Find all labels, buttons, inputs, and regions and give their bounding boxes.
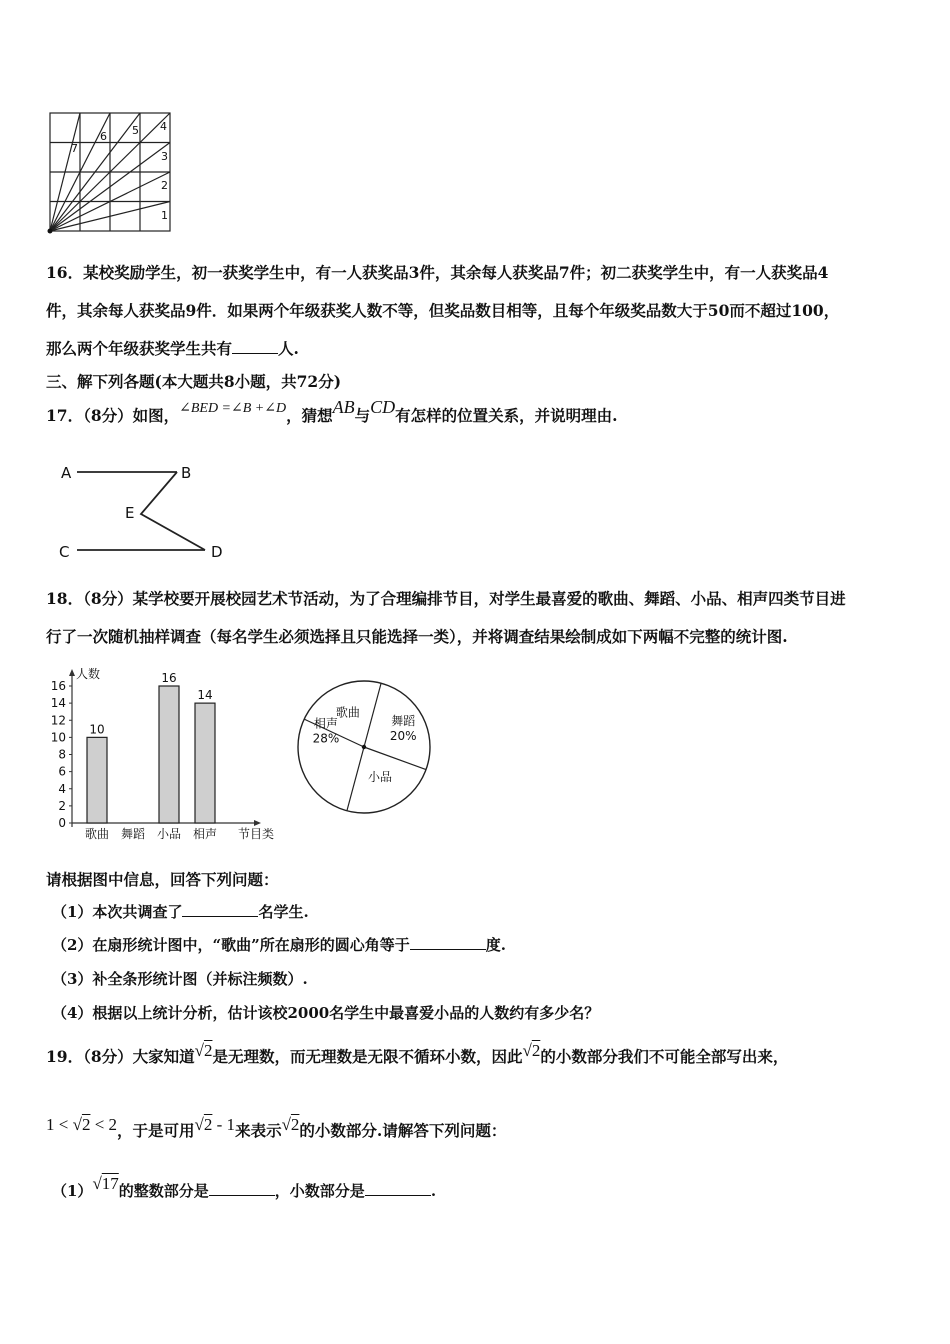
x-axis-arrow xyxy=(254,820,261,826)
q19-sub-1-text: 的整数部分是 xyxy=(118,1182,209,1200)
q19-mid-2: ，于是可用 xyxy=(117,1121,195,1140)
q19-sub-1-end: . xyxy=(430,1182,437,1200)
sqrt-17-expression: √17 xyxy=(92,1174,119,1193)
sqrt-2-expression: √2 xyxy=(194,1041,213,1060)
q16-line-3-end: 人. xyxy=(278,339,299,358)
q19-sub-1-text-2: ，小数部分是 xyxy=(274,1182,365,1200)
y-tick-label: 6 xyxy=(58,764,66,779)
q18-sub-1-blank[interactable] xyxy=(182,902,258,917)
q19-suffix-2: 的小数部分.请解答下列问题： xyxy=(299,1121,507,1140)
sqrt-2-radicand: 2 xyxy=(203,1115,213,1134)
sqrt-2-expression: √2 xyxy=(522,1041,541,1060)
fan-label: 7 xyxy=(71,142,78,155)
q16-line-1: 16．某校奖励学生，初一获奖学生中，有一人获奖品3件，其余每人获奖品7件；初二获奖学生中，有一人获奖品4 xyxy=(46,263,829,282)
point-label-d: D xyxy=(211,543,223,561)
inequality-left: 1 < xyxy=(46,1115,69,1134)
y-tick-label: 14 xyxy=(50,696,66,711)
point-label-e: E xyxy=(125,504,135,522)
q19-mid-1: 是无理数，而无理数是无限不循环小数，因此 xyxy=(212,1047,523,1066)
pie-slice-label: 相声 xyxy=(313,716,338,731)
q18-sub-2-end: 度. xyxy=(485,936,506,954)
bar-data-label: 14 xyxy=(197,688,213,703)
inequality-expression: 1 < √2 < 2 xyxy=(46,1115,118,1134)
y-tick-label: 0 xyxy=(58,816,66,830)
pie-slice-label: 小品 xyxy=(367,770,392,785)
question-17-figure xyxy=(55,458,235,568)
sqrt-2-radicand: 2 xyxy=(290,1115,300,1134)
q17-prefix: 17．（8分）如图， xyxy=(46,406,180,425)
q17-segment-cd: CD xyxy=(370,397,396,417)
q18-sub-1 xyxy=(52,901,309,922)
y-tick-label: 16 xyxy=(50,679,66,693)
q19-mid-3: 来表示 xyxy=(235,1121,282,1140)
fan-label: 4 xyxy=(160,120,167,133)
minus-one: - 1 xyxy=(216,1115,236,1134)
q18-sub-2-text: （2）在扇形统计图中，“歌曲”所在扇形的圆心角等于 xyxy=(52,936,410,954)
y-axis-label: 人数 xyxy=(76,667,101,681)
q18-sub-4: （4）根据以上统计分析，估计该校2000名学生中最喜爱小品的人数约有多少名？ xyxy=(52,1004,600,1022)
y-tick-label: 4 xyxy=(58,781,66,796)
x-tick-label: 舞蹈 xyxy=(120,827,146,841)
bar-data-label: 16 xyxy=(161,671,177,685)
x-tick-label: 小品 xyxy=(156,827,182,841)
q18-sub-3: （3）补全条形统计图（并标注频数）. xyxy=(52,970,308,988)
bar-data-label: 10 xyxy=(89,722,105,737)
question-15-figure xyxy=(40,108,180,238)
fan-label: 6 xyxy=(100,130,107,143)
q18-sub-2 xyxy=(52,934,506,955)
x-axis-label: 节目类 xyxy=(237,827,275,841)
q18-sub-1-text: （1）本次共调查了 xyxy=(52,903,183,921)
sqrt-2-radicand: 2 xyxy=(81,1115,91,1134)
q18-prompt: 请根据图中信息，回答下列问题： xyxy=(46,870,279,889)
y-axis-arrow xyxy=(69,669,75,676)
x-tick-label: 相声 xyxy=(192,827,218,841)
sqrt-17-radicand: 17 xyxy=(101,1174,119,1193)
x-tick-label: 歌曲 xyxy=(84,827,110,841)
q17-mid-1: ，猜想 xyxy=(286,406,333,425)
bar xyxy=(87,737,107,823)
y-tick-label: 12 xyxy=(50,713,66,728)
bar-chart xyxy=(40,662,290,847)
q18-sub-2-blank[interactable] xyxy=(410,935,486,950)
q18-line-1: 18．（8分）某学校要开展校园艺术节活动，为了合理编排节目，对学生最喜爱的歌曲、舞蹈、小品、相声四类节目进 xyxy=(46,589,846,608)
q17-segment-ab: AB xyxy=(332,397,355,417)
q18-sub-1-end: 名学生. xyxy=(258,903,309,921)
pie-slice-label: 舞蹈 xyxy=(391,714,416,729)
q19-sub-1-label: （1） xyxy=(52,1182,93,1200)
pie-center xyxy=(362,745,366,749)
decimal-part-blank[interactable] xyxy=(365,1181,431,1196)
pie-slice-percent: 20% xyxy=(389,729,417,744)
y-tick-label: 8 xyxy=(58,747,66,762)
point-label-c: C xyxy=(59,543,70,561)
sqrt-2-expression: √2 xyxy=(281,1115,300,1134)
q16-answer-blank[interactable] xyxy=(232,339,278,354)
section-3-heading: 三、解下列各题(本大题共8小题，共72分) xyxy=(46,372,342,391)
q17-mid-2: 与 xyxy=(354,406,371,425)
q17-condition: ∠BED =∠B +∠D xyxy=(179,401,287,416)
q19-prefix: 19．（8分）大家知道 xyxy=(46,1047,195,1066)
q19-line-1 xyxy=(46,1041,789,1067)
point-label-a: A xyxy=(61,464,72,482)
bar xyxy=(195,703,215,823)
q19-suffix-1: 的小数部分我们不可能全部写出来， xyxy=(540,1047,789,1066)
pie-chart xyxy=(290,670,440,820)
y-tick-label: 10 xyxy=(50,730,66,745)
fan-label: 1 xyxy=(161,209,168,222)
q19-sub-1 xyxy=(52,1174,437,1201)
q19-line-2 xyxy=(46,1115,507,1141)
pie-slice-percent: 28% xyxy=(312,731,340,746)
sqrt-2-radicand: 2 xyxy=(531,1041,541,1060)
pie-slice-label: 歌曲 xyxy=(335,705,360,720)
y-tick-label: 2 xyxy=(58,798,66,813)
sqrt-2-minus-1-expression: √2 - 1 xyxy=(194,1115,236,1134)
bar xyxy=(159,686,179,823)
integer-part-blank[interactable] xyxy=(209,1181,275,1196)
fan-label: 5 xyxy=(132,124,139,137)
fan-label: 2 xyxy=(161,179,168,192)
fan-label: 3 xyxy=(161,150,168,163)
inequality-right: < 2 xyxy=(94,1115,118,1134)
q16-line-2: 件，其余每人获奖品9件．如果两个年级获奖人数不等，但奖品数目相等，且每个年级奖品数大于50而不超过100， xyxy=(46,301,840,320)
q17-text xyxy=(46,397,618,426)
point-label-b: B xyxy=(181,464,192,482)
sqrt-2-radicand: 2 xyxy=(203,1041,213,1060)
q18-line-2: 行了一次随机抽样调查（每名学生必须选择且只能选择一类），并将调查结果绘制成如下两幅不完整的统计图. xyxy=(46,627,788,646)
q16-line-3-text: 那么两个年级获奖学生共有 xyxy=(46,339,233,358)
q16-line-3 xyxy=(46,337,299,359)
q17-suffix: 有怎样的位置关系，并说明理由. xyxy=(395,406,618,425)
